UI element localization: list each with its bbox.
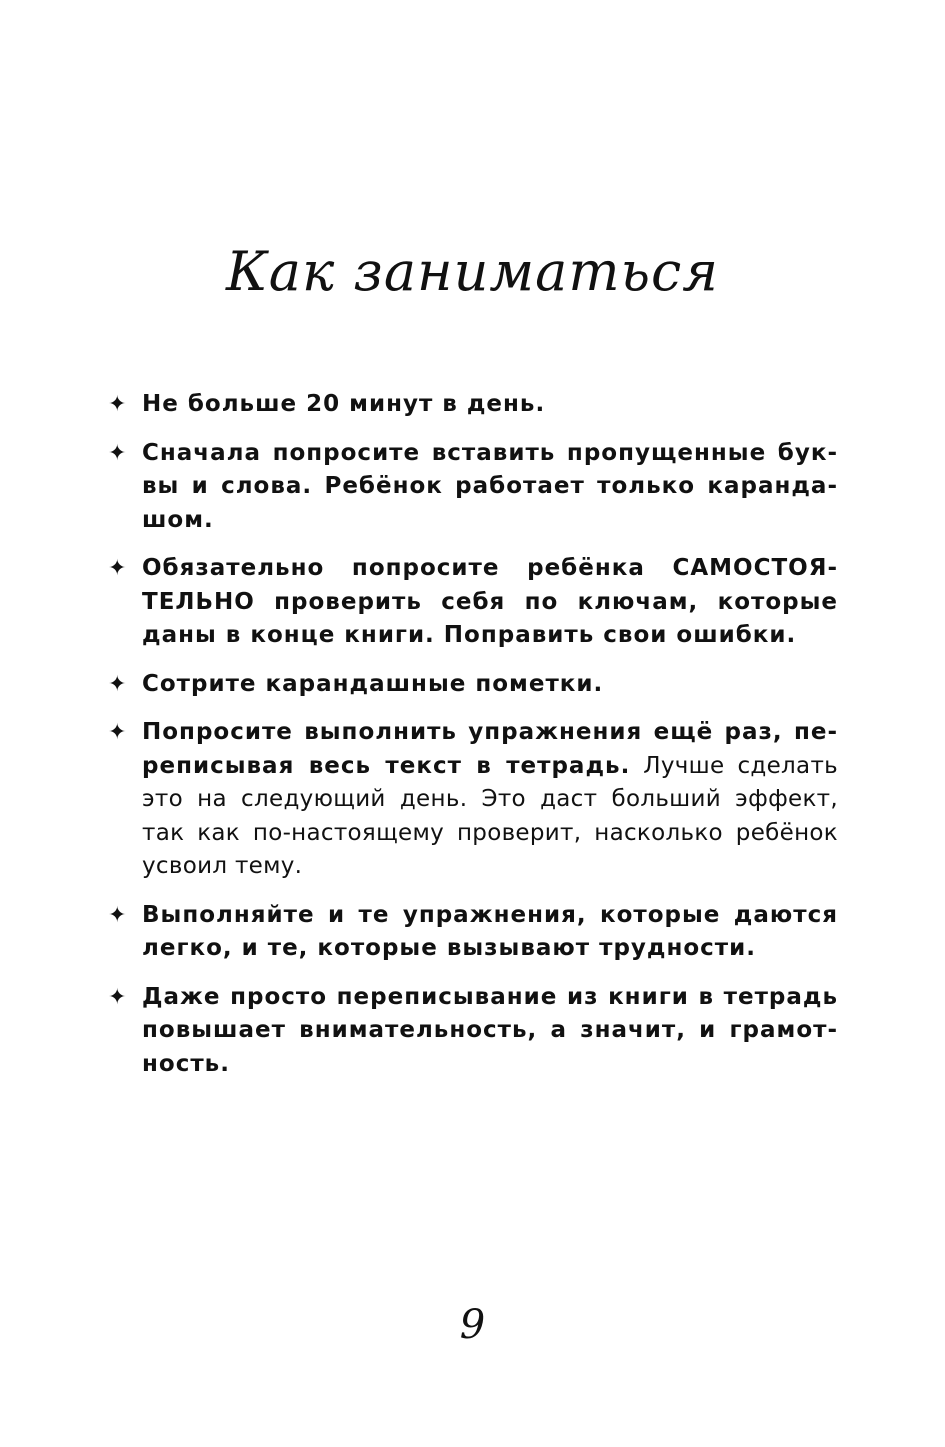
list-item-bold-text: Даже просто переписывание из книги в тетрадь повышает внимательность, а значит, и грамот-ность. bbox=[142, 983, 838, 1077]
instructions-list bbox=[108, 388, 838, 1096]
star-bullet-icon: ✦ bbox=[108, 984, 127, 1010]
list-item bbox=[108, 668, 838, 702]
list-item-bold-text: Сначала попросите вставить пропущенные бук-вы и слова. Ребёнок работает только каранда-шом. bbox=[142, 439, 838, 533]
list-item-bold-text: Не больше 20 минут в день. bbox=[142, 391, 546, 417]
star-bullet-icon: ✦ bbox=[108, 902, 127, 928]
list-item-bold-text: Сотрите карандашные пометки. bbox=[142, 670, 604, 697]
list-item bbox=[108, 388, 838, 422]
list-item bbox=[108, 552, 838, 653]
list-item bbox=[108, 716, 838, 884]
page-number: 9 bbox=[459, 1302, 486, 1348]
star-bullet-icon: ✦ bbox=[108, 671, 127, 697]
list-item bbox=[108, 437, 838, 538]
star-bullet-icon: ✦ bbox=[108, 720, 127, 745]
list-item-bold-text: Обязательно попросите ребёнка САМОСТОЯ-ТЕЛЬНО проверить себя по ключам, которые даны в конце книги. Поправить свои ошибки. bbox=[142, 555, 838, 648]
list-item-regular-text: Лучше сделать это на следующий день. Это даст больший эффект, так как по-настоящему проверит, насколько ребёнок усвоил тему. bbox=[142, 752, 838, 879]
list-item-bold-text: Попросите выполнить упражнения ещё раз, пе-реписывая весь текст в тетрадь. bbox=[142, 719, 838, 779]
star-bullet-icon: ✦ bbox=[108, 440, 127, 466]
list-item bbox=[108, 981, 838, 1082]
star-bullet-icon: ✦ bbox=[108, 556, 127, 581]
list-item-bold-text: Выполняйте и те упражнения, которые даются легко, и те, которые вызывают трудности. bbox=[142, 901, 838, 961]
list-item bbox=[108, 899, 838, 966]
star-bullet-icon: ✦ bbox=[108, 392, 127, 417]
page-title: Как заниматься bbox=[226, 240, 719, 303]
